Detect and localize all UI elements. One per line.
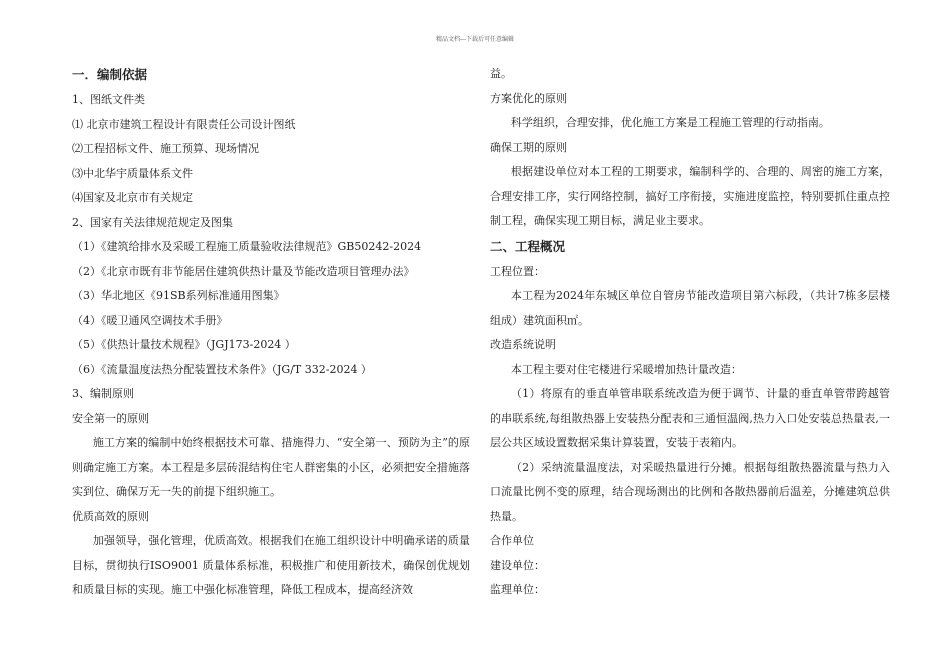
list-item: （4）《暖卫通风空调技术手册》 [72,313,228,327]
principle-title-quality: 优质高效的原则 [72,509,149,523]
principle-title-schedule: 确保工期的原则 [490,140,567,154]
system-item-1: （1）将原有的垂直单管串联系统改造为便于调节、计量的垂直单管带跨越管的串联系统,每组散热器上安装热分配表和三通恒温阀,热力入口处安装总热量表,一层公共区域设置数据采集计算装置，安装于表箱内。 [490,387,890,449]
system-title: 改造系统说明 [490,338,556,351]
location-text: 本工程为2024年东城区单位自管房节能改造项目第六标段，（共计7栋多层楼组成）建筑面积㎡。 [490,289,890,327]
system-item-2: （2）采纳流量温度法，对采暖热量进行分摊。根据每组散热器流量与热力入口流量比例不变的原理，结合现场测出的比例和各散热器前后温差，分摊建筑总供热量。 [490,460,890,523]
list-item: ⑶中北华宇质量体系文件 [72,166,193,180]
construction-unit: 建设单位： [490,558,545,572]
principle-text-safety: 施工方案的编制中始终根据技术可靠、措施得力、“安全第一、预防为主”的原则确定施工方案。本工程是多层砖混结构住宅人群密集的小区，必须把安全措施落实到位、确保万无一失的前提下组织施工。 [72,436,470,498]
list-item: ⑴ 北京市建筑工程设计有限责任公司设计图纸 [72,117,296,131]
principle-title-safety: 安全第一的原则 [72,411,149,425]
list-item: （3）华北地区《91SB系列标准通用图集》 [72,289,285,302]
list-item: ⑷国家及北京市有关规定 [72,191,193,204]
principle-text-quality: 加强领导，强化管理，优质高效。根据我们在施工组织设计中明确承诺的质量目标，贯彻执行ISO9001 质量体系标准，积极推广和使用新技术，确保创优规划和质量目标的实现。施工中强化标准管理，降低工程成本，提高经济效 [72,534,470,596]
list-item: （5）《供热计量技术规程》（JGJ173-2024 ） [72,338,296,351]
principle-text-optimize: 科学组织，合理安排，优化施工方案是工程施工管理的行动指南。 [510,116,830,129]
section-title-overview: 二、工程概况 [490,238,566,254]
supervision-unit: 监理单位： [490,583,545,596]
subsection-drawings: 1、图纸文件类 [72,93,145,106]
section-title-basis: 一．编制依据 [72,67,148,82]
continued-text: 益。 [490,67,512,80]
list-item: （1）《建筑给排水及采暖工程施工质量验收法律规范》GB50242-2024 [72,240,422,253]
list-item: ⑵工程招标文件、施工预算、现场情况 [72,142,259,155]
system-text: 本工程主要对住宅楼进行采暖增加热计量改造： [510,362,742,376]
location-title: 工程位置： [490,264,545,278]
list-item: （6）《流量温度法热分配装置技术条件》（JG/T 332-2024 ） [72,362,372,376]
principle-text-schedule: 根据建设单位对本工程的工期要求，编制科学的、合理的、周密的施工方案，合理安排工序，实行网络控制，搞好工序衔接，实施进度监控，特别要抓住重点控制工程，确保实现工期目标，满足业主要求。 [490,165,890,227]
list-item: （2）《北京市既有非节能居住建筑供热计量及节能改造项目管理办法》 [72,264,415,278]
page-header: 精品文档---下载后可任意编辑 [435,36,515,43]
subsection-principles: 3、编制原则 [72,387,134,400]
left-column [72,62,470,603]
principle-title-optimize: 方案优化的原则 [490,91,567,105]
cooperation-title: 合作单位 [490,534,534,547]
right-column [490,62,890,603]
subsection-regulations: 2、国家有关法律规范规定及图集 [72,215,233,229]
